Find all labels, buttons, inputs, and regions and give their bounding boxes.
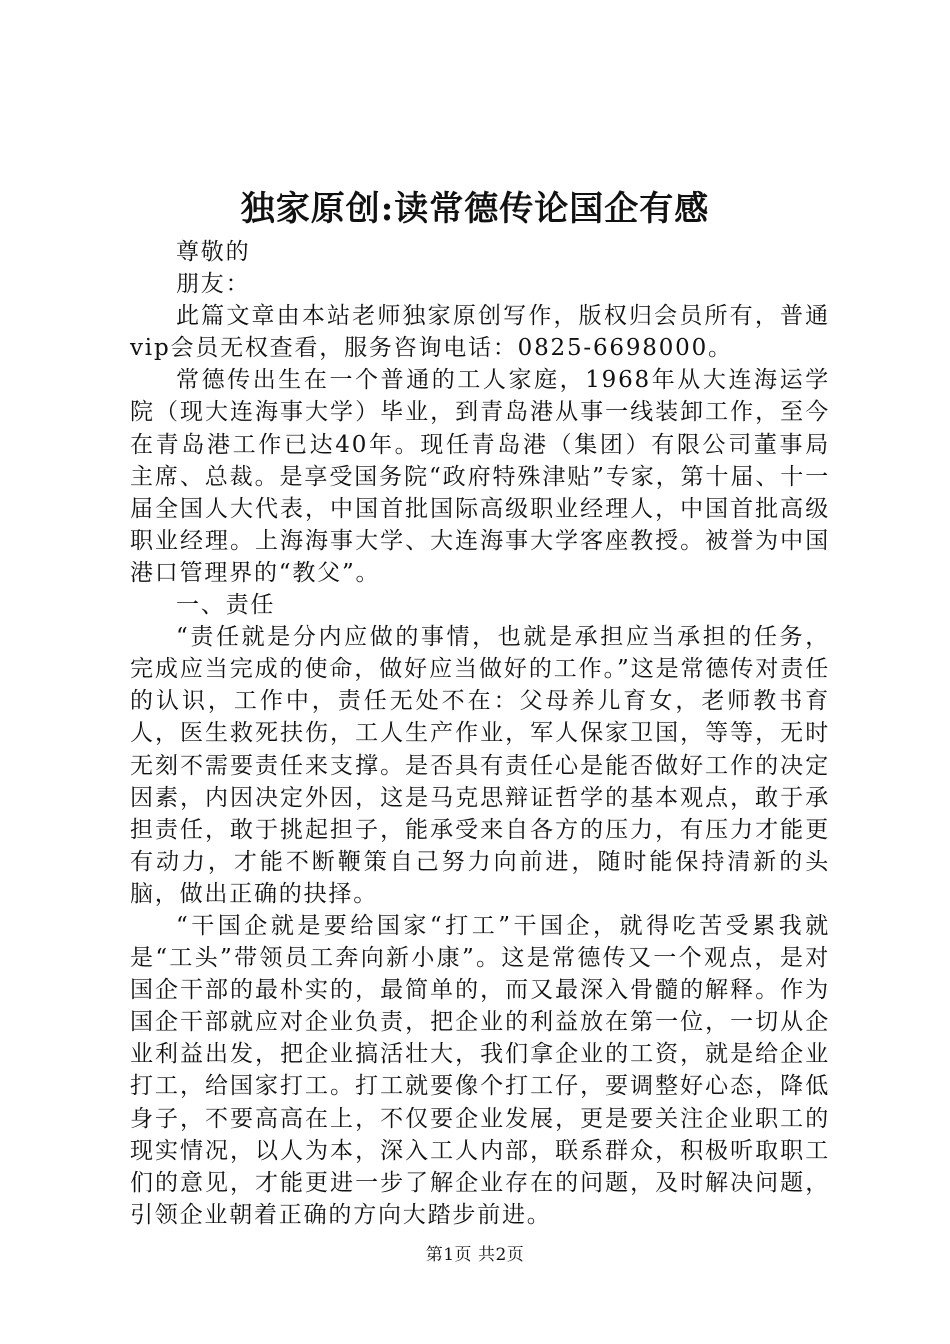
section-heading-responsibility: 一、责任 <box>176 592 276 619</box>
document-title: 独家原创:读常德传论国企有感 <box>240 189 710 229</box>
document-body <box>130 236 830 1231</box>
copyright-notice-paragraph: 此篇文章由本站老师独家原创写作，版权归会员所有，普通vip会员无权查看，服务咨询电话：0825-6698000。 <box>130 303 830 362</box>
salutation-line-1: 尊敬的 <box>176 239 251 265</box>
biography-paragraph: 常德传出生在一个普通的工人家庭，1968年从大连海运学院（现大连海事大学）毕业，到青岛港从事一线装卸工作，至今在青岛港工作已达40年。现任青岛港（集团）有限公司董事局主席、总裁。是享受国务院“政府特殊津贴”专家，第十届、十一届全国人大代表，中国首批国际高级职业经理人，中国首批高级职业经理。上海海事大学、大连海事大学客座教授。被誉为中国港口管理界的“教父”。 <box>130 367 830 586</box>
working-for-state-paragraph: “干国企就是要给国家“打工”干国企，就得吃苦受累我就是“工头”带领员工奔向新小康”。这是常德传又一个观点，是对国企干部的最朴实的，最简单的，而又最深入骨髓的解释。作为国企干部就应对企业负责，把企业的利益放在第一位，一切从企业利益出发，把企业搞活壮大，我们拿企业的工资，就是给企业打工，给国家打工。打工就要像个打工仔，要调整好心态，降低身子，不要高高在上，不仅要企业发展，更是要关注企业职工的现实情况，以人为本，深入工人内部，联系群众，积极听取职工们的意见，才能更进一步了解企业存在的问题，及时解决问题，引领企业朝着正确的方向大踏步前进。 <box>130 912 830 1228</box>
responsibility-paragraph: “责任就是分内应做的事情，也就是承担应当承担的任务，完成应当完成的使命，做好应当做好的工作。”这是常德传对责任的认识，工作中，责任无处不在：父母养儿育女，老师教书育人，医生救死扶伤，工人生产作业，军人保家卫国，等等，无时无刻不需要责任来支撑。是否具有责任心是能否做好工作的决定因素，内因决定外因，这是马克思辩证哲学的基本观点，敢于承担责任，敢于挑起担子，能承受来自各方的压力，有压力才能更有动力，才能不断鞭策自己努力向前进，随时能保持清新的头脑，做出正确的抉择。 <box>130 624 830 907</box>
page-number-footer: 第1页 共2页 <box>425 1245 525 1265</box>
salutation-line-2: 朋友： <box>176 271 251 298</box>
